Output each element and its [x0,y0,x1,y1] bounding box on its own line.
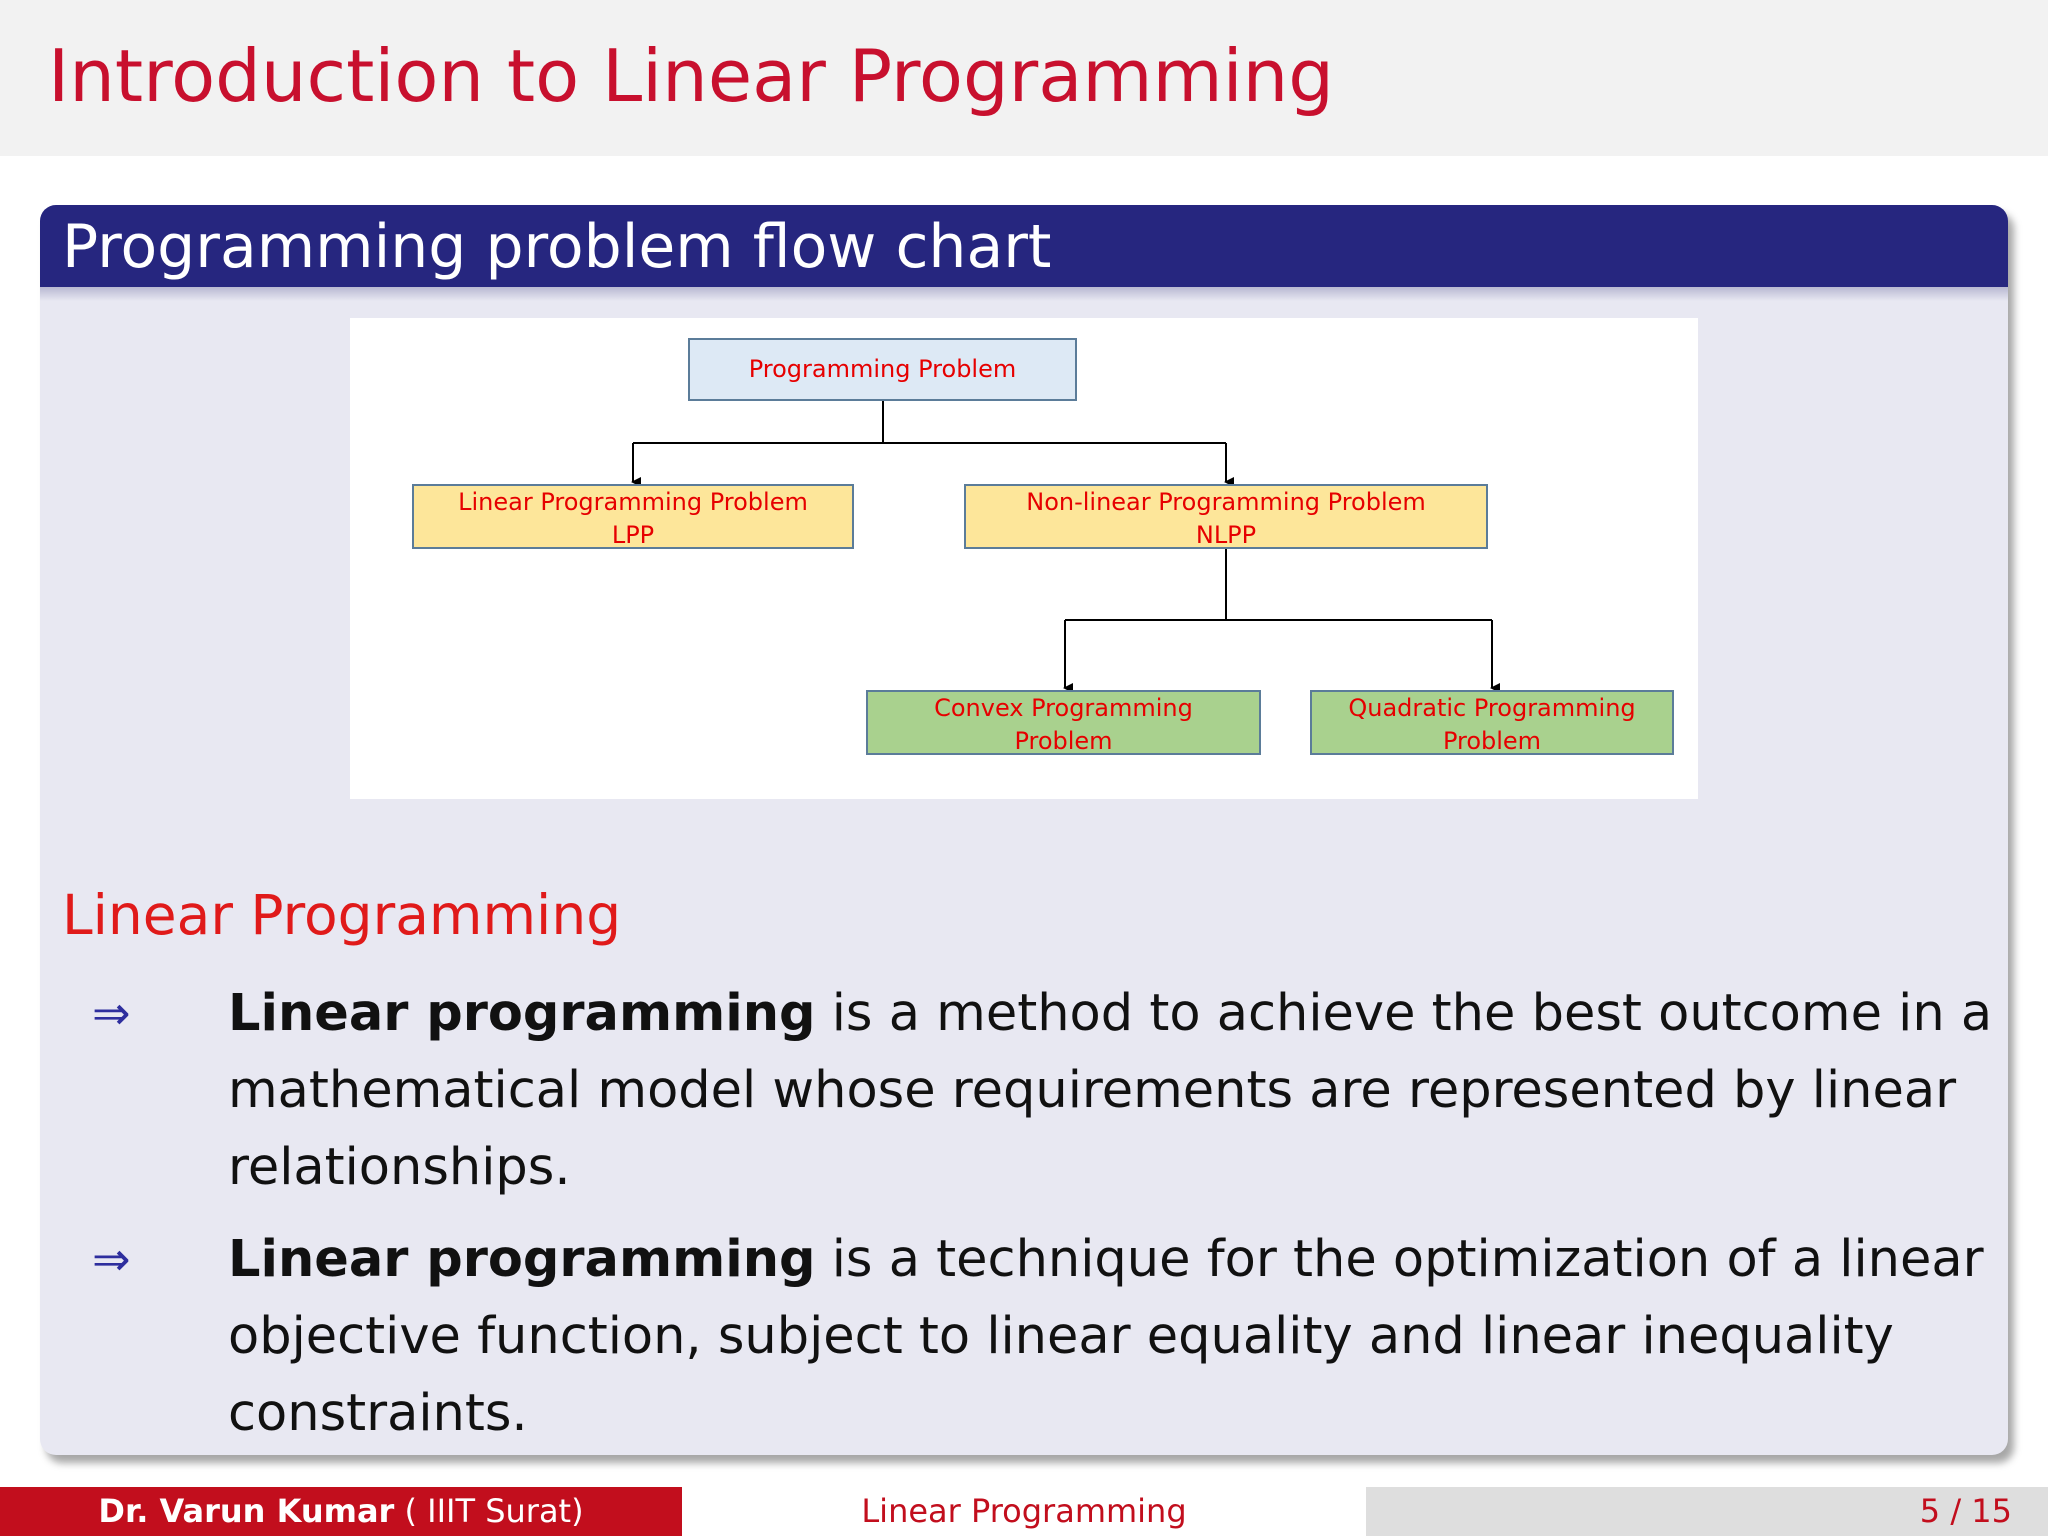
slide-title: Introduction to Linear Programming [48,34,1334,118]
node-root-label: Programming Problem [748,355,1017,383]
footer-institute: ( IIIT Surat) [404,1492,584,1530]
node-lpp-line2: LPP [611,521,655,549]
node-quadratic-line1: Quadratic Programming [1348,694,1636,722]
node-quadratic [1310,690,1674,755]
definition-body: is a method to achieve the best outcome in a mathematical model whose requirements are represented by linear relationships. [228,984,1993,1197]
definition-text [228,1221,2008,1452]
definition-term: Linear programming [228,984,816,1043]
definition-body: is a technique for the optimization of a linear objective function, subject to linear equality and linear inequality constraints. [228,1230,1984,1443]
block-title: Programming problem flow chart [62,212,1052,282]
footer-bar [0,1487,2048,1536]
flowchart-image [350,318,1698,799]
section-title: Linear Programming [62,883,622,947]
node-nlpp [964,484,1488,549]
node-nlpp-line1: Non-linear Programming Problem [1026,488,1426,516]
definition-term: Linear programming [228,1230,816,1289]
node-convex-line2: Problem [1014,727,1113,755]
footer-author: Dr. Varun Kumar [98,1492,395,1530]
block-header [40,205,2008,287]
content-block [40,205,2008,1455]
block-header-shadow [40,287,2008,301]
node-convex-line1: Convex Programming [934,694,1193,722]
node-quadratic-line2: Problem [1442,727,1542,755]
definition-text [228,975,2008,1206]
footer-author-cell [0,1487,682,1536]
double-right-arrow-icon: ⇒ [92,986,131,1040]
node-nlpp-line2: NLPP [1195,521,1257,549]
node-convex [866,690,1261,755]
node-lpp [412,484,854,549]
double-right-arrow-icon: ⇒ [92,1232,131,1286]
frame-title-bar [0,0,2048,156]
footer-short-title: Linear Programming [682,1487,1366,1536]
footer-page-number: 5 / 15 [1366,1487,2048,1536]
node-lpp-line1: Linear Programming Problem [458,488,808,516]
node-programming-problem [688,338,1077,401]
